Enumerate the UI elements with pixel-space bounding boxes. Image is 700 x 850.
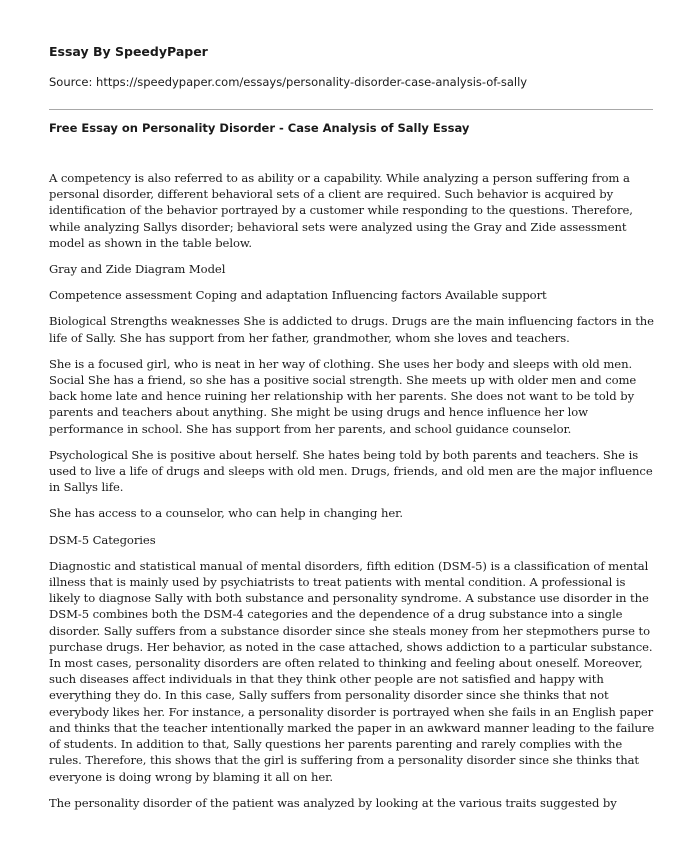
paragraph-counselor: She has access to a counselor, who can help in changing her.: [49, 506, 403, 521]
header-divider: [49, 109, 653, 110]
essay-title: Free Essay on Personality Disorder - Case Analysis of Sally Essay: [49, 121, 470, 135]
source-line: Source: https://speedypaper.com/essays/personality-disorder-case-analysis-of-sally: [49, 75, 528, 89]
paragraph-dsm-heading: DSM-5 Categories: [49, 532, 156, 547]
paragraph-dsm-body: Diagnostic and statistical manual of mental disorders, fifth edition (DSM-5) is a classification of mental illness that is mainly used by psychiatrists to treat patients with mental condition. A professional is likely to diagnose Sally with both substance and personality syndrome. A substance use disorder in the DSM-5 combines both the DSM-4 categories and the dependence of a drug substance into a single disorder. Sally suffers from a substance disorder since she steals money from her stepmothers purse to purchase drugs. Her behavior, as noted in the case attached, shows addiction to a particular substance. In most cases, personality disorders are often related to thinking and feeling about oneself. Moreover, such diseases affect individuals in that they think other people are not satisfied and happy with everything they do. In this case, Sally suffers from personality disorder since she thinks that not everybody likes her. For instance, a personality disorder is portrayed when she fails in an English paper and thinks that the teacher intentionally marked the paper in an awkward manner leading to the failure of students. In addition to that, Sally questions her parents parenting and rarely complies with the rules. Therefore, this shows that the girl is suffering from a personality disorder since she thinks that everyone is doing wrong by blaming it all on her.: [49, 558, 655, 784]
paragraph-social: She is a focused girl, who is neat in her way of clothing. She uses her body and sleeps with old men. Social She has a friend, so she has a positive social strength. She meets up with older men and come back home late and hence ruining her relationship with her parents. She does not want to be told by parents and teachers about anything. She might be using drugs and hence influence her low performance in school. She has support from her parents, and school guidance counselor.: [49, 356, 637, 436]
paragraph-closing: The personality disorder of the patient was analyzed by looking at the various traits suggested by: [49, 795, 617, 810]
site-title: Essay By SpeedyPaper: [49, 44, 208, 59]
paragraph-biological: Biological Strengths weaknesses She is addicted to drugs. Drugs are the main influencing factors in the life of Sally. She has support from her father, grandmother, whom she loves and teachers.: [49, 314, 654, 345]
paragraph-intro: A competency is also referred to as ability or a capability. While analyzing a person suffering from a personal disorder, different behavioral sets of a client are required. Such behavior is acquired by identification of the behavior portrayed by a customer while responding to the questions. Therefore, while analyzing Sallys disorder; behavioral sets were analyzed using the Gray and Zide assessment model as shown in the table below.: [49, 171, 633, 250]
paragraph-diagram-heading: Gray and Zide Diagram Model: [49, 262, 226, 277]
document-header: [49, 44, 659, 90]
paragraph-psychological: Psychological She is positive about herself. She hates being told by both parents and teachers. She is used to live a life of drugs and sleeps with old men. Drugs, friends, and old men are the major influence in Sallys life.: [49, 447, 653, 495]
essay-body: [49, 170, 655, 821]
paragraph-table-header: Competence assessment Coping and adaptation Influencing factors Available support: [49, 288, 547, 303]
